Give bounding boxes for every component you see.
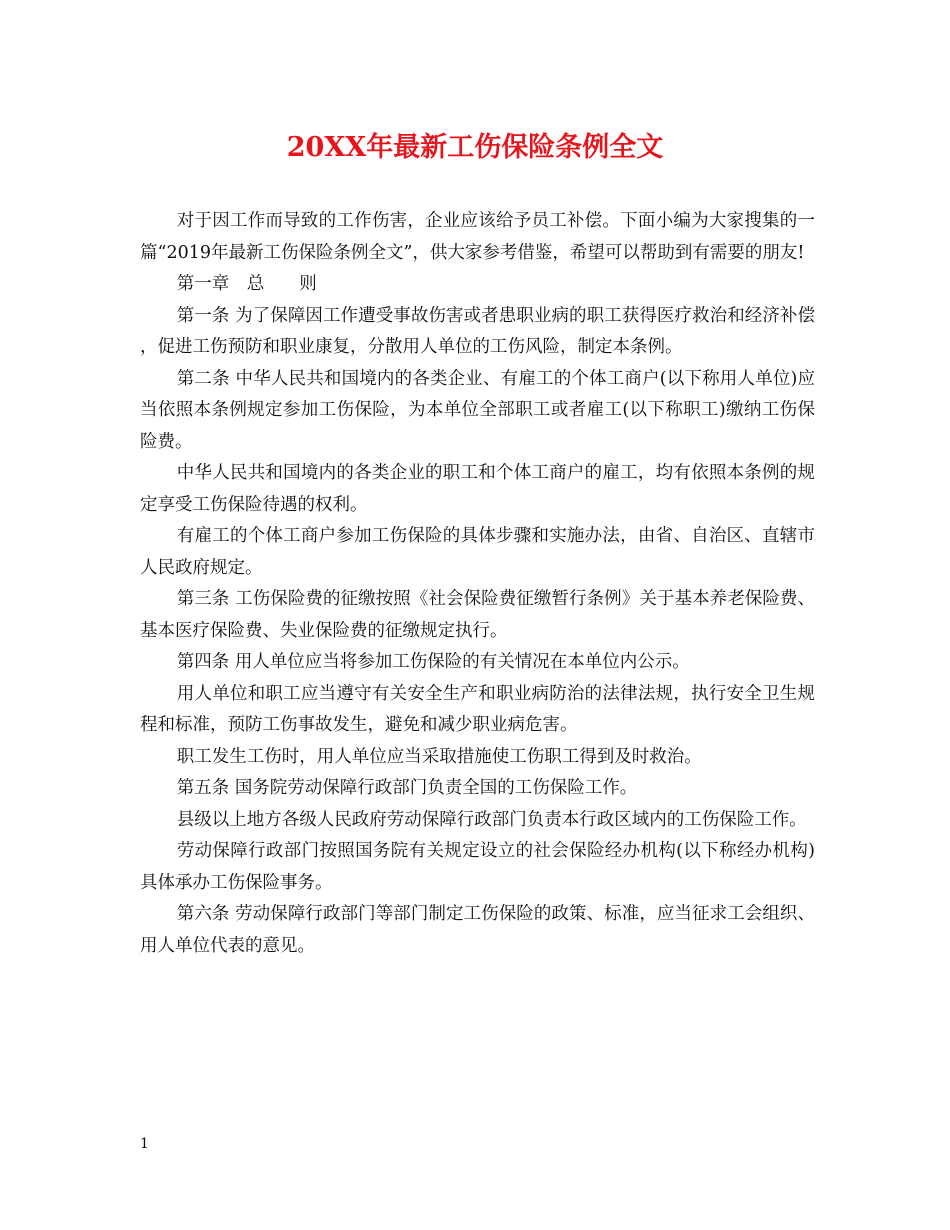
chapter-heading: 第一章 总 则	[176, 274, 317, 294]
document-title: 20XX年最新工伤保险条例全文	[286, 132, 664, 163]
article-4: 第四条 用人单位应当将参加工伤保险的有关情况在本单位内公示。	[176, 652, 690, 672]
article-4-paragraph-2: 用人单位和职工应当遵守有关安全生产和职业病防治的法律法规，执行安全卫生规程和标准，预防工伤事故发生，避免和减少职业病危害。	[140, 683, 815, 735]
article-2-paragraph-2: 中华人民共和国境内的各类企业的职工和个体工商户的雇工，均有依照本条例的规定享受工伤保险待遇的权利。	[140, 463, 815, 515]
article-2-paragraph-3: 有雇工的个体工商户参加工伤保险的具体步骤和实施办法，由省、自治区、直辖市人民政府规定。	[140, 526, 815, 578]
article-6: 第六条 劳动保障行政部门等部门制定工伤保险的政策、标准，应当征求工会组织、用人单位代表的意见。	[140, 904, 815, 956]
article-5-paragraph-2: 县级以上地方各级人民政府劳动保障行政部门负责本行政区域内的工伤保险工作。	[176, 809, 807, 830]
article-2: 第二条 中华人民共和国境内的各类企业、有雇工的个体工商户(以下称用人单位)应当依照本条例规定参加工伤保险，为本单位全部职工或者雇工(以下称职工)缴纳工伤保险费。	[140, 368, 815, 452]
article-1: 第一条 为了保障因工作遭受事故伤害或者患职业病的职工获得医疗救治和经济补偿，促进工伤预防和职业康复，分散用人单位的工伤风险，制定本条例。	[140, 305, 815, 357]
page-number: 1	[140, 1136, 149, 1152]
article-4-paragraph-3: 职工发生工伤时，用人单位应当采取措施使工伤职工得到及时救治。	[176, 746, 702, 767]
article-5: 第五条 国务院劳动保障行政部门负责全国的工伤保险工作。	[176, 778, 638, 798]
article-5-paragraph-3: 劳动保障行政部门按照国务院有关规定设立的社会保险经办机构(以下称经办机构)具体承办工伤保险事务。	[140, 841, 815, 893]
paragraph-intro: 对于因工作而导致的工作伤害，企业应该给予员工补偿。下面小编为大家搜集的一篇“2019年最新工伤保险条例全文”，供大家参考借鉴，希望可以帮助到有需要的朋友!	[140, 211, 815, 263]
article-3: 第三条 工伤保险费的征缴按照《社会保险费征缴暂行条例》关于基本养老保险费、基本医疗保险费、失业保险费的征缴规定执行。	[140, 589, 815, 641]
document-body	[140, 206, 815, 962]
